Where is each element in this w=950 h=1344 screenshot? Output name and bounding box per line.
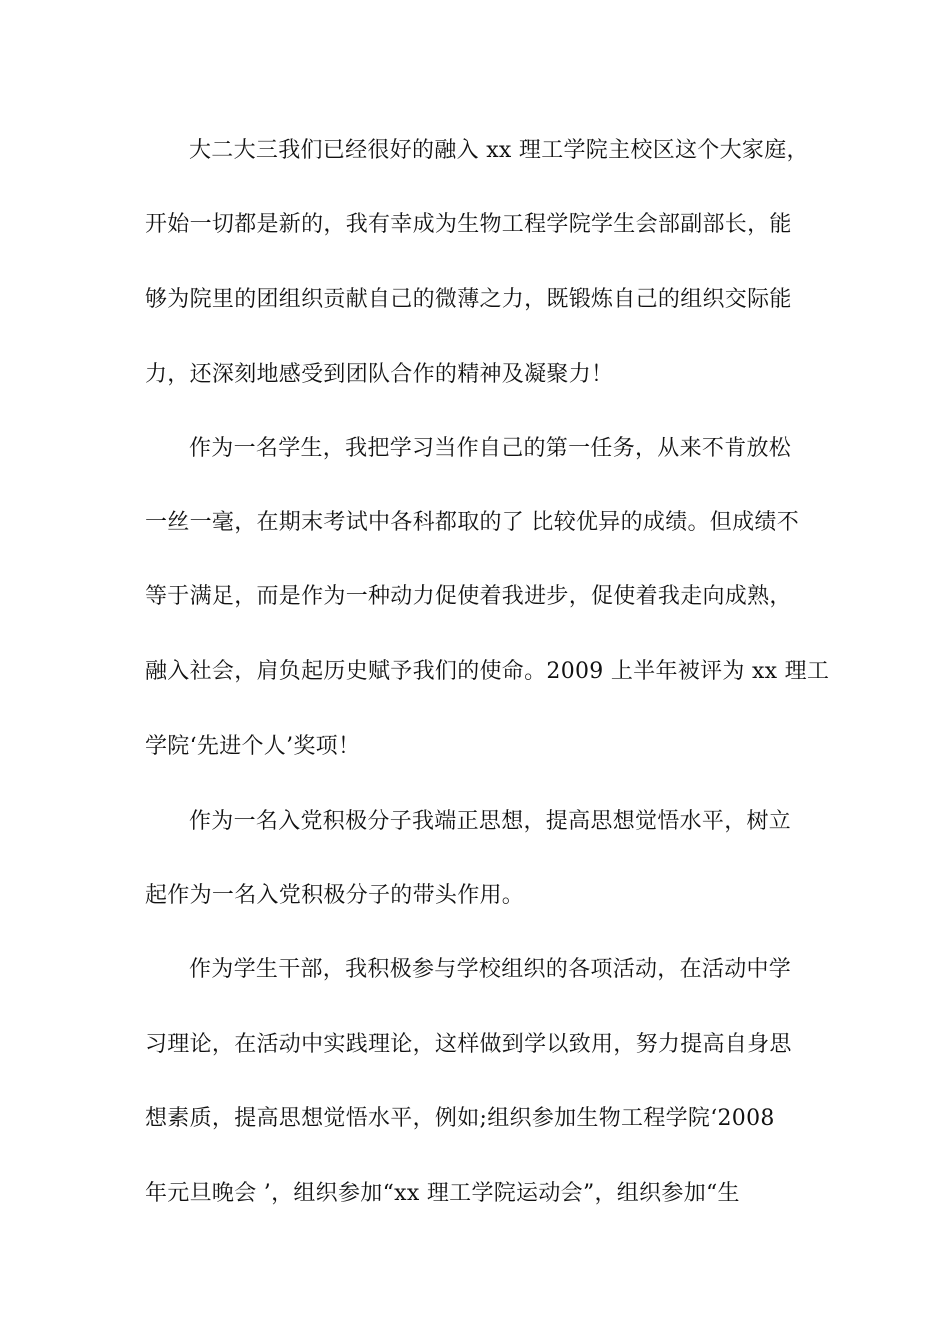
paragraph-line: 作为学生干部，我积极参与学校组织的各项活动，在活动中学 bbox=[189, 957, 792, 982]
paragraph-line: 开始一切都是新的，我有幸成为生物工程学院学生会部副部长，能 bbox=[145, 212, 792, 237]
paragraph-line: 够为院里的团组织贡献自己的微薄之力，既锻炼自己的组织交际能 bbox=[145, 287, 792, 312]
paragraph-line: 起作为一名入党积极分子的带头作用。 bbox=[145, 883, 525, 908]
paragraph-line: 想素质，提高思想觉悟水平，例如;组织参加生物工程学院‘2008 bbox=[145, 1106, 775, 1131]
paragraph-line: 力，还深刻地感受到团队合作的精神及凝聚力！ bbox=[145, 362, 614, 387]
paragraph-line: 学院‘先进个人’奖项！ bbox=[145, 734, 361, 759]
paragraph-line: 年元旦晚会 ’，组织参加“xx 理工学院运动会”，组织参加“生 bbox=[145, 1181, 740, 1206]
paragraph-line: 大二大三我们已经很好的融入 xx 理工学院主校区这个大家庭， bbox=[189, 138, 809, 163]
paragraph-line: 融入社会，肩负起历史赋予我们的使命。2009 上半年被评为 xx 理工 bbox=[145, 659, 830, 684]
paragraph-line: 作为一名学生，我把学习当作自己的第一任务，从来不肯放松 bbox=[189, 436, 792, 461]
paragraph-line: 习理论，在活动中实践理论，这样做到学以致用，努力提高自身思 bbox=[145, 1032, 792, 1057]
paragraph-line: 作为一名入党积极分子我端正思想，提高思想觉悟水平，树立 bbox=[189, 809, 792, 834]
paragraph-line: 等于满足，而是作为一种动力促使着我进步，促使着我走向成熟， bbox=[145, 584, 792, 609]
paragraph-line: 一丝一毫，在期末考试中各科都取的了 比较优异的成绩。但成绩不 bbox=[145, 510, 799, 535]
